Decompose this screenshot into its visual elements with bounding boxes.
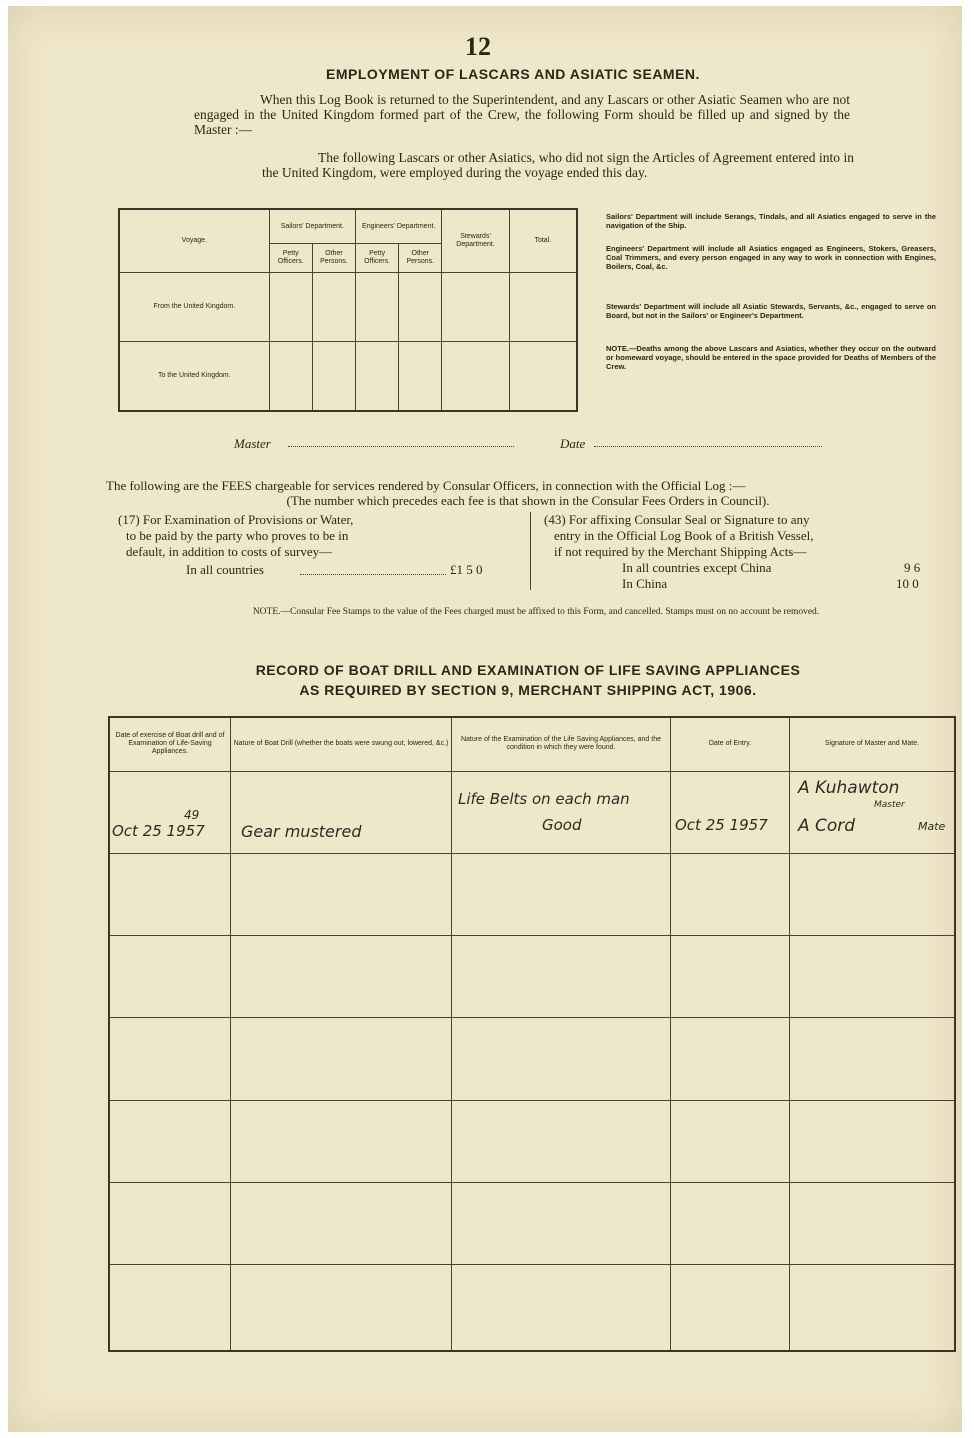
lascars-title: EMPLOYMENT OF LASCARS AND ASIATIC SEAMEN. [326,66,700,82]
empty-cell [790,1100,956,1182]
fee-43-amount-2: 10 0 [896,576,919,591]
empty-cell [109,1265,231,1351]
empty-cell [399,342,442,411]
signature-master-role: Master [874,799,905,810]
empty-cell [231,853,452,935]
fee-17-amount: £1 5 0 [450,562,483,577]
empty-cell [356,342,399,411]
fee-43-country-1: In all countries except China [622,560,772,575]
fee-43-amount-1: 9 6 [904,560,921,575]
sailors-petty-officers: Petty Officers. [269,244,312,273]
signature-mate: A Cord [798,815,856,836]
table-row [109,1100,955,1182]
entry-date-of-entry-cell [671,771,790,853]
entry-entry-date: Oct 25 1957 [675,815,768,834]
table-row [109,1182,955,1264]
empty-cell [231,1265,452,1351]
lascars-statement: The following Lascars or other Asiatics, who did not sign the Articles of Agreement entered into in the United Kingdom, were employed during the voyage ended this day. [262,150,854,180]
row-from-uk: From the United Kingdom. [119,272,269,341]
empty-cell [356,272,399,341]
fees-divider [530,512,531,590]
empty-cell [509,342,577,411]
fee-17-country: In all countries [186,562,264,577]
empty-cell [109,936,231,1018]
empty-cell [231,1018,452,1100]
table-row [109,936,955,1018]
entry-date-note: 49 [184,807,200,822]
empty-cell [671,936,790,1018]
empty-cell [790,1265,956,1351]
header-date-entry: Date of Entry. [671,717,790,771]
page-number: 12 [465,32,491,61]
date-line [594,446,822,447]
empty-cell [399,272,442,341]
empty-cell [109,1100,231,1182]
date-label: Date [560,436,586,451]
empty-cell [671,1018,790,1100]
fees-intro: The following are the FEES chargeable for services rendered by Consular Officers, in connection with the Official Log :— [106,478,746,493]
boat-drill-title-1: RECORD OF BOAT DRILL AND EXAMINATION OF LIFE SAVING APPLIANCES [255,662,801,678]
note-deaths: NOTE.—Deaths among the above Lascars and Asiatics, whether they occur on the outward or homeward voyage, should be entered in the space provided for Deaths of Members of the Crew. [606,344,936,371]
entry-signature-cell [790,771,956,853]
empty-cell [790,936,956,1018]
note-stewards: Stewards' Department will include all Asiatic Stewards, Servants, &c., engaged to serve on Board, but not in the Sailors' or Engineer's Department. [606,302,936,320]
empty-cell [671,1265,790,1351]
lascars-table [118,208,578,412]
table-row [119,272,577,341]
header-nature-drill: Nature of Boat Drill (whether the boats were swung out, lowered, &c.) [231,717,452,771]
entry-drill-cell [231,771,452,853]
empty-cell [452,1182,671,1264]
empty-cell [452,936,671,1018]
master-signature-line [288,446,514,447]
header-date-exercise: Date of exercise of Boat drill and of Examination of Life-Saving Appliances. [109,717,231,771]
sailors-header: Sailors' Department. [269,209,355,244]
entry-exam-cell [452,771,671,853]
fees-note: NOTE.—Consular Fee Stamps to the value of the Fees charged must be affixed to this Form, and cancelled. Stamps must on no account be removed. [252,607,820,617]
note-engineers: Engineers' Department will include all Asiatics engaged as Engineers, Stokers, Greasers, Coal Trimmers, and every person engaged in any way to work in connection with Engines, Boilers, Coal, &c. [606,244,936,271]
empty-cell [790,853,956,935]
row-to-uk: To the United Kingdom. [119,342,269,411]
fee-43-line-3: if not required by the Merchant Shipping Acts— [554,544,807,559]
log-book-page [8,6,962,1432]
total-header: Total. [509,209,577,272]
table-row [119,342,577,411]
fee-43-line-2: entry in the Official Log Book of a British Vessel, [554,528,814,543]
entry-exam-1: Life Belts on each man [458,789,630,808]
master-label: Master [234,436,271,451]
header-signature: Signature of Master and Mate. [790,717,956,771]
sailors-other-persons: Other Persons. [312,244,355,273]
engineers-header: Engineers' Department. [356,209,442,244]
empty-cell [109,1018,231,1100]
note-sailors: Sailors' Department will include Serangs, Tindals, and all Asiatics engaged to serve in the navigation of the Ship. [606,212,936,230]
header-nature-exam: Nature of the Examination of the Life Saving Appliances, and the condition in which they were found. [452,717,671,771]
table-row [109,1018,955,1100]
boat-drill-table [108,716,956,1352]
fee-17-line-3: default, in addition to costs of survey— [126,544,333,559]
empty-cell [231,1182,452,1264]
fee-17-line-1: (17) For Examination of Provisions or Water, [118,512,354,527]
engineers-other-persons: Other Persons. [399,244,442,273]
stewards-header: Stewards' Department. [442,209,509,272]
empty-cell [452,1018,671,1100]
empty-cell [109,853,231,935]
empty-cell [231,936,452,1018]
entry-exam-2: Good [542,815,582,834]
empty-cell [452,1100,671,1182]
entry-date-cell [109,771,231,853]
signature-mate-role: Mate [918,819,946,833]
empty-cell [671,1100,790,1182]
fee-17-leader [300,562,446,575]
empty-cell [790,1018,956,1100]
empty-cell [671,1182,790,1264]
fee-43-country-2: In China [622,576,668,591]
empty-cell [452,853,671,935]
engineers-petty-officers: Petty Officers. [356,244,399,273]
empty-cell [442,342,509,411]
entry-date: Oct 25 1957 [112,821,205,840]
empty-cell [269,342,312,411]
entry-drill: Gear mustered [241,821,362,841]
empty-cell [269,272,312,341]
empty-cell [790,1182,956,1264]
signature-master: A Kuhawton [798,777,900,798]
empty-cell [452,1265,671,1351]
voyage-header: Voyage. [119,209,269,272]
empty-cell [671,853,790,935]
empty-cell [442,272,509,341]
boat-drill-title-2: AS REQUIRED BY SECTION 9, MERCHANT SHIPPING ACT, 1906. [299,682,757,698]
fees-intro-sub: (The number which precedes each fee is that shown in the Consular Fees Orders in Council). [286,493,770,508]
table-row [109,771,955,853]
lascars-intro: When this Log Book is returned to the Superintendent, and any Lascars or other Asiatic Seamen who are not engaged in the United Kingdom formed part of the Crew, the following Form should be filled up and signed by the Master :— [194,92,850,137]
empty-cell [231,1100,452,1182]
fee-17-line-2: to be paid by the party who proves to be in [126,528,349,543]
fee-43-line-1: (43) For affixing Consular Seal or Signature to any [544,512,810,527]
empty-cell [312,272,355,341]
empty-cell [509,272,577,341]
empty-cell [109,1182,231,1264]
table-row [109,853,955,935]
table-row [109,1265,955,1351]
empty-cell [312,342,355,411]
